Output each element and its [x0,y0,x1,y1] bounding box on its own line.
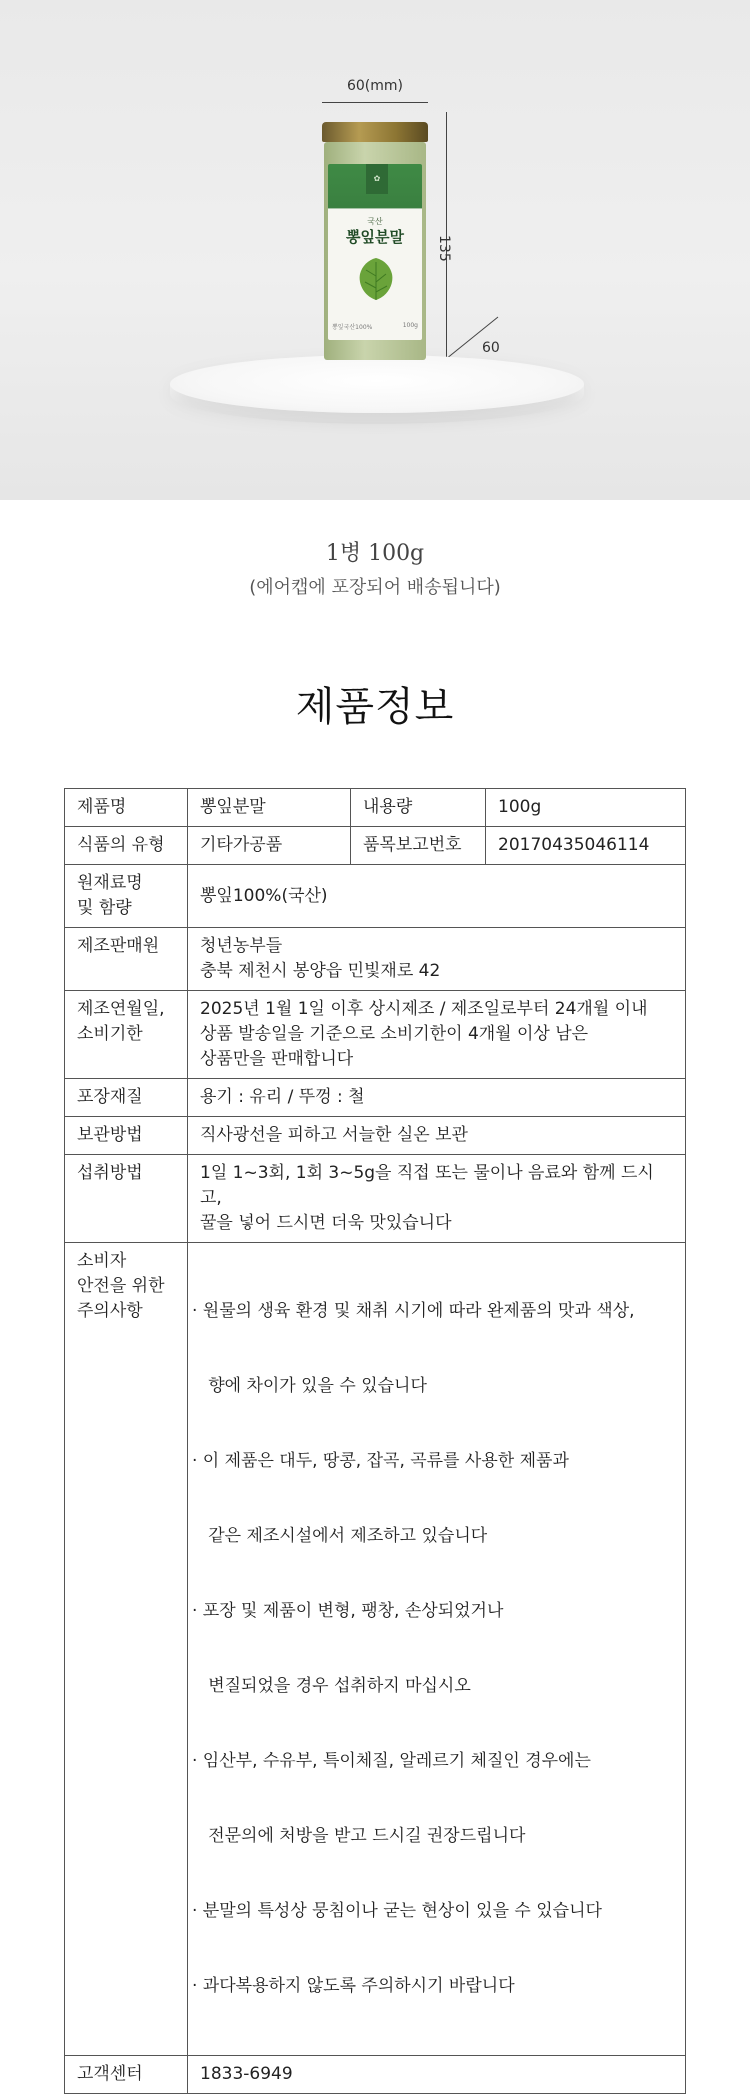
caution-value [188,1243,686,2056]
volume-header: 내용량 [351,789,486,827]
dates-value [188,991,686,1079]
jar-ingredient-note: 뽕잎국산100% [332,324,373,331]
maker-value [188,928,686,991]
maker-header: 제조판매원 [65,928,188,991]
jar-product-name: 뽕잎분말 [346,228,404,246]
brand-emblem-icon: ✿ [366,164,388,194]
caution-line: · 임산부, 수유부, 특이체질, 알레르기 체질인 경우에는 [192,1751,591,1771]
caution-line: · 이 제품은 대두, 땅콩, 잡곡, 곡류를 사용한 제품과 [192,1451,569,1471]
podium-top [170,355,584,413]
ingredients-header-line: 원재료명 [77,873,143,893]
depth-dimension-label: 60 [482,340,500,356]
caution-header-line: 안전을 위한 [77,1276,165,1296]
table-row [65,2056,686,2094]
package-size: 1병 100g [325,541,425,566]
product-name-value: 뽕잎분말 [188,789,351,827]
ingredients-value: 뽕잎100%(국산) [188,865,686,928]
table-row [65,789,686,827]
jar-weight-note: 100g [402,322,418,329]
dates-header-line: 소비기한 [77,1024,143,1044]
report-number-value: 20170435046114 [486,827,686,865]
table-row [65,1243,686,2056]
service-phone: 1833-6949 [188,2056,686,2094]
caution-header-line: 주의사항 [77,1301,143,1321]
table-row [65,991,686,1079]
caution-line: 같은 제조시설에서 제조하고 있습니다 [192,1526,488,1546]
dates-header-line: 제조연월일, [77,999,165,1019]
dates-value-line: 상품만을 판매합니다 [200,1049,354,1069]
volume-value: 100g [486,789,686,827]
table-row [65,928,686,991]
dates-header [65,991,188,1079]
report-number-header: 품목보고번호 [351,827,486,865]
product-info-table [64,788,686,2094]
jar-label [328,164,422,340]
service-header: 고객센터 [65,2056,188,2094]
storage-value: 직사광선을 피하고 서늘한 실온 보관 [188,1117,686,1155]
caution-line: · 과다복용하지 않도록 주의하시기 바랍니다 [192,1976,515,1996]
table-row [65,827,686,865]
ingredients-header [65,865,188,928]
product-name-header: 제품명 [65,789,188,827]
maker-address: 충북 제천시 봉양읍 민빛재로 42 [200,961,441,981]
caution-line: · 원물의 생육 환경 및 채취 시기에 따라 완제품의 맛과 색상, [192,1301,635,1321]
package-caption [0,536,750,599]
food-type-value: 기타가공품 [188,827,351,865]
maker-name: 청년농부들 [200,936,283,956]
food-type-header: 식품의 유형 [65,827,188,865]
caution-line: 향에 차이가 있을 수 있습니다 [192,1376,427,1396]
caution-header-line: 소비자 [77,1251,127,1271]
table-row [65,1079,686,1117]
caution-line: · 분말의 특성상 뭉침이나 굳는 현상이 있을 수 있습니다 [192,1901,602,1921]
product-hero [0,0,750,500]
dates-value-line: 상품 발송일을 기준으로 소비기한이 4개월 이상 남은 [200,1024,589,1044]
table-row [65,1155,686,1243]
table-row [65,865,686,928]
dates-value-line: 2025년 1월 1일 이후 상시제조 / 제조일로부터 24개월 이내 [200,999,648,1019]
shipping-note: (에어캡에 포장되어 배송됩니다) [249,577,501,598]
caution-line: 전문의에 처방을 받고 드시길 권장드립니다 [192,1826,526,1846]
table-row [65,1117,686,1155]
packaging-header: 포장재질 [65,1079,188,1117]
caution-line: · 포장 및 제품이 변형, 팽창, 손상되었거나 [192,1601,504,1621]
width-dimension-label: 60(mm) [346,78,403,94]
storage-header: 보관방법 [65,1117,188,1155]
ingredients-header-line: 및 함량 [77,898,132,918]
section-title: 제품정보 [295,684,455,730]
height-dimension-label: 135 [436,235,452,262]
jar-lid [322,122,428,142]
intake-value-line: 꿀을 넣어 드시면 더욱 맛있습니다 [200,1213,452,1233]
packaging-value: 용기 : 유리 / 뚜껑 : 철 [188,1079,686,1117]
product-jar [322,122,428,360]
mulberry-leaf-icon [356,256,396,302]
intake-header: 섭취방법 [65,1155,188,1243]
jar-origin-label: 국산 [367,217,383,226]
intake-value [188,1155,686,1243]
intake-value-line: 1일 1~3회, 1회 3~5g을 직접 또는 물이나 음료와 함께 드시고, [200,1163,654,1208]
caution-line: 변질되었을 경우 섭취하지 마십시오 [192,1676,471,1696]
caution-header [65,1243,188,2056]
width-dimension-line [322,102,428,103]
